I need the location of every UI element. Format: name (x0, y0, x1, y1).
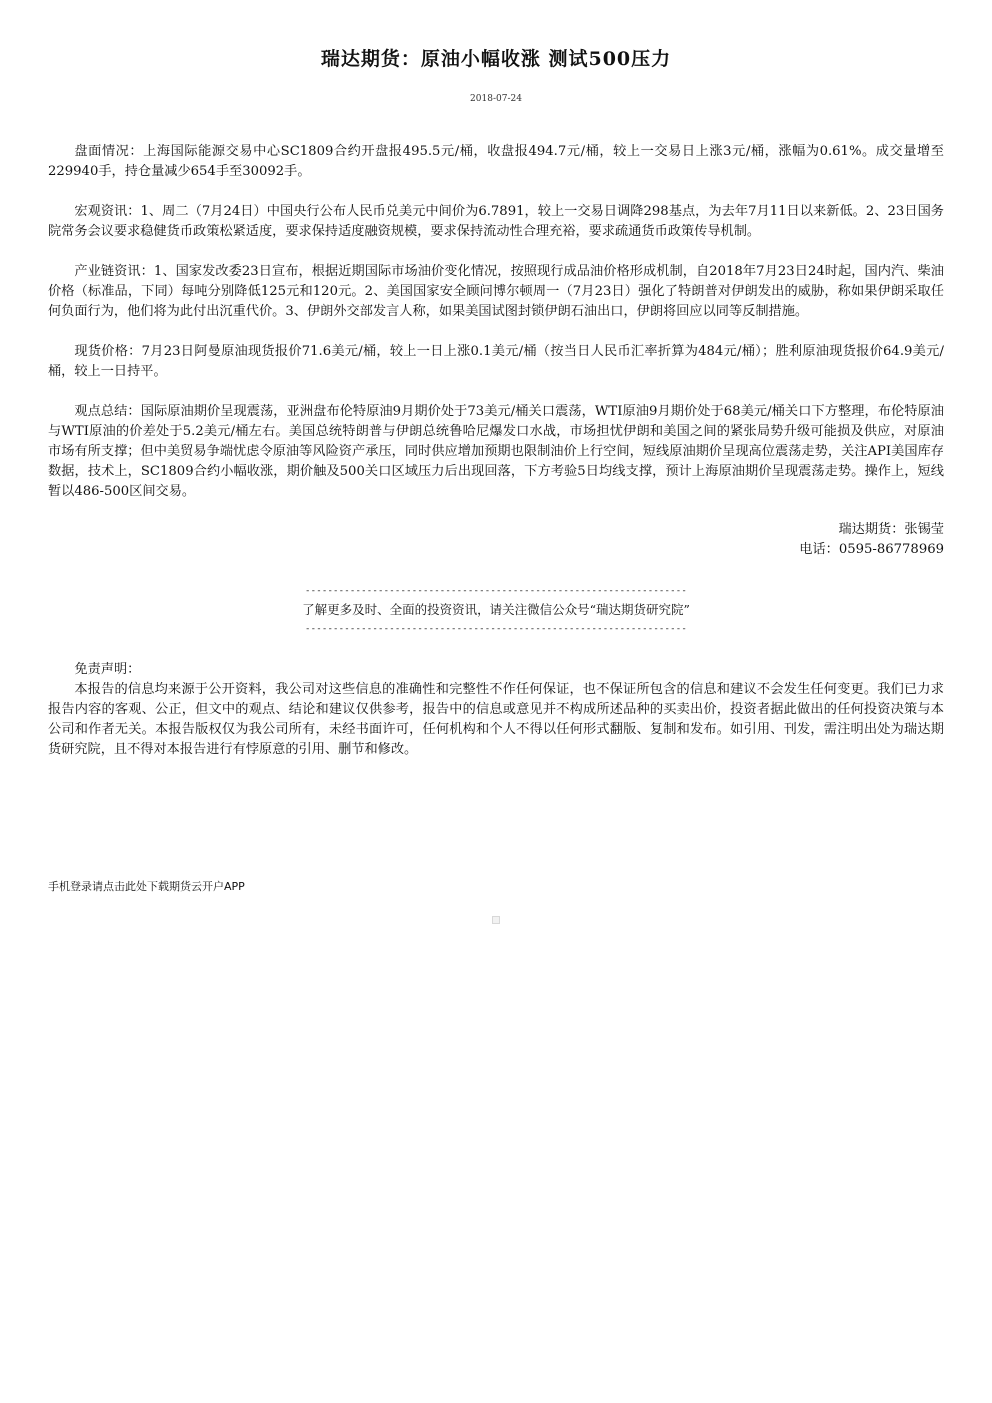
paragraph-summary: 观点总结：国际原油期价呈现震荡，亚洲盘布伦特原油9月期价处于73美元/桶关口震荡，WTI原油9月期价处于68美元/桶关口下方整理，布伦特原油与WTI原油的价差处于5.2美元/桶左右。美国总统特朗普与伊朗总统鲁哈尼爆发口水战，市场担忧伊朗和美国之间的紧张局势升级可能损及供应，对原油市场有所支撑；但中美贸易争端忧虑令原油等风险资产承压，同时供应增加预期也限制油价上行空间，短线原油期价呈现高位震荡走势，关注API美国库存数据，技术上，SC1809合约小幅收涨，期价触及500关口区域压力后出现回落，下方考验5日均线支撑，预计上海原油期价呈现震荡走势。操作上，短线暂以486-500区间交易。 (48, 404, 944, 499)
divider-top: -------------------------------------------------------------------- (304, 586, 688, 596)
paragraph-macro-news: 宏观资讯：1、周二（7月24日）中国央行公布人民币兑美元中间价为6.7891，较上一交易日调降298基点，为去年7月11日以来新低。2、23日国务院常务会议要求稳健货币政策松紧适度，要求保持适度融资规模，要求保持流动性合理充裕，要求疏通货币政策传导机制。 (48, 204, 944, 239)
promo-block (48, 582, 944, 638)
signature-author: 瑞达期货：张锡莹 (838, 522, 944, 537)
broken-image-icon (492, 916, 500, 924)
divider-bottom: -------------------------------------------------------------------- (304, 624, 688, 634)
report-title: 瑞达期货：原油小幅收涨 测试500压力 (320, 48, 672, 70)
report-date: 2018-07-24 (470, 94, 522, 104)
disclaimer-body: 本报告的信息均来源于公开资料，我公司对这些信息的准确性和完整性不作任何保证，也不保证所包含的信息和建议不会发生任何变更。我们已力求报告内容的客观、公正，但文中的观点、结论和建议仅供参考，报告中的信息或意见并不构成所述品种的买卖出价，投资者据此做出的任何投资决策与本公司和作者无关。本报告版权仅为我公司所有，未经书面许可，任何机构和个人不得以任何形式翻版、复制和发布。如引用、刊发，需注明出处为瑞达期货研究院，且不得对本报告进行有悖原意的引用、删节和修改。 (48, 682, 944, 757)
signature-block (48, 520, 944, 560)
signature-phone: 电话：0595-86778969 (799, 542, 944, 557)
promo-text: 了解更多及时、全面的投资资讯，请关注微信公众号“瑞达期货研究院” (302, 602, 690, 617)
disclaimer-heading: 免责声明： (74, 662, 141, 677)
paragraph-industry-news: 产业链资讯：1、国家发改委23日宣布，根据近期国际市场油价变化情况，按照现行成品油价格形成机制，自2018年7月23日24时起，国内汽、柴油价格（标准品，下同）每吨分别降低125元和120元。2、美国国家安全顾问博尔顿周一（7月23日）强化了特朗普对伊朗发出的威胁，称如果伊朗采取任何负面行为，他们将为此付出沉重代价。3、伊朗外交部发言人称，如果美国试图封锁伊朗石油出口，伊朗将回应以同等反制措施。 (48, 264, 944, 319)
paragraph-spot-price: 现货价格：7月23日阿曼原油现货报价71.6美元/桶，较上一日上涨0.1美元/桶（按当日人民币汇率折算为484元/桶）；胜利原油现货报价64.9美元/桶，较上一日持平。 (48, 344, 944, 379)
report-body (48, 142, 944, 760)
download-app-link[interactable]: 手机登录请点击此处下载期货云开户APP (48, 880, 245, 893)
paragraph-market-overview: 盘面情况：上海国际能源交易中心SC1809合约开盘报495.5元/桶，收盘报494.7元/桶，较上一交易日上涨3元/桶，涨幅为0.61%。成交量增至229940手，持仓量减少654手至30092手。 (48, 144, 944, 179)
